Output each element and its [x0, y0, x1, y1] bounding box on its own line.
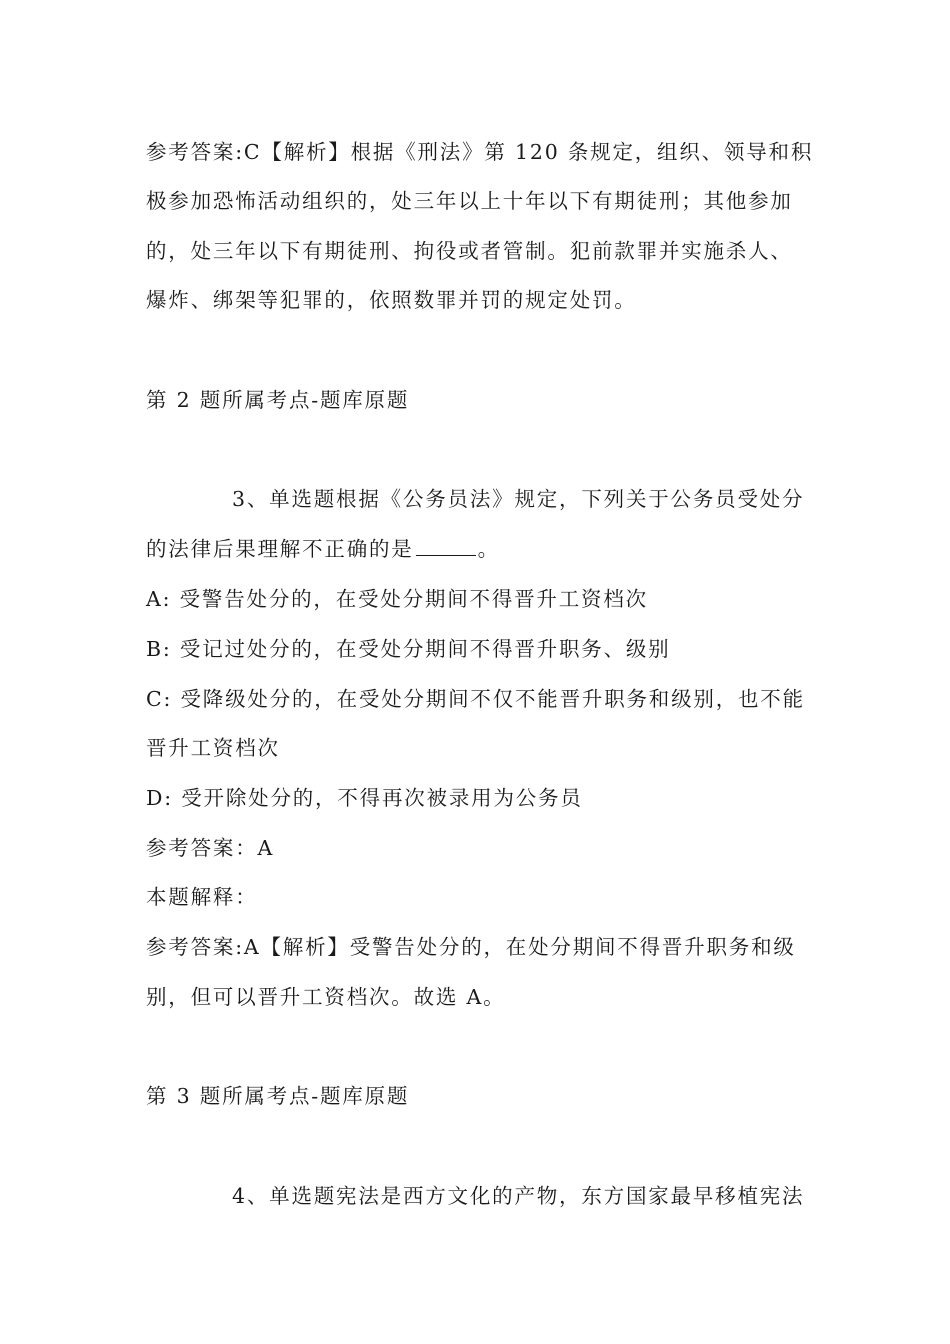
q3-topic-heading: 第 3 题所属考点-题库原题: [146, 1084, 410, 1108]
q3-explain-label: 本题解释：: [146, 885, 258, 909]
q2-explanation-line-3: 的，处三年以下有期徒刑、拘役或者管制。犯前款罪并实施杀人、: [146, 239, 793, 263]
q3-option-a: A: 受警告处分的，在受处分期间不得晋升工资档次: [146, 587, 648, 611]
q3-stem-end: 。: [477, 537, 500, 561]
q2-topic-heading: 第 2 题所属考点-题库原题: [146, 388, 410, 412]
q3-explanation-line-2: 别，但可以晋升工资档次。故选 A。: [146, 985, 506, 1009]
q3-option-c-line-2: 晋升工资档次: [146, 736, 280, 760]
q4-stem-line-1: 4、单选题宪法是西方文化的产物，东方国家最早移植宪法: [232, 1184, 805, 1208]
answer-blank: [416, 554, 476, 556]
q2-explanation-line-4: 爆炸、绑架等犯罪的，依照数罪并罚的规定处罚。: [146, 288, 637, 312]
q3-option-b: B: 受记过处分的，在受处分期间不得晋升职务、级别: [146, 637, 671, 661]
q3-option-c-line-1: C: 受降级处分的，在受处分期间不仅不能晋升职务和级别，也不能: [146, 687, 805, 711]
q3-answer: 参考答案：A: [146, 836, 275, 860]
q3-explanation-line-1: 参考答案:A【解析】受警告处分的，在处分期间不得晋升职务和级: [146, 935, 796, 959]
q2-explanation-line-1: 参考答案:C【解析】根据《刑法》第 120 条规定，组织、领导和积: [146, 140, 814, 164]
q3-stem-line-1: 3、单选题根据《公务员法》规定，下列关于公务员受处分: [232, 487, 805, 511]
q2-explanation-line-2: 极参加恐怖活动组织的，处三年以上十年以下有期徒刑；其他参加: [146, 189, 793, 213]
q3-option-d: D: 受开除处分的，不得再次被录用为公务员: [146, 786, 583, 810]
q3-stem-line-2: [146, 534, 826, 564]
q3-stem-text: 的法律后果理解不正确的是: [146, 537, 414, 561]
